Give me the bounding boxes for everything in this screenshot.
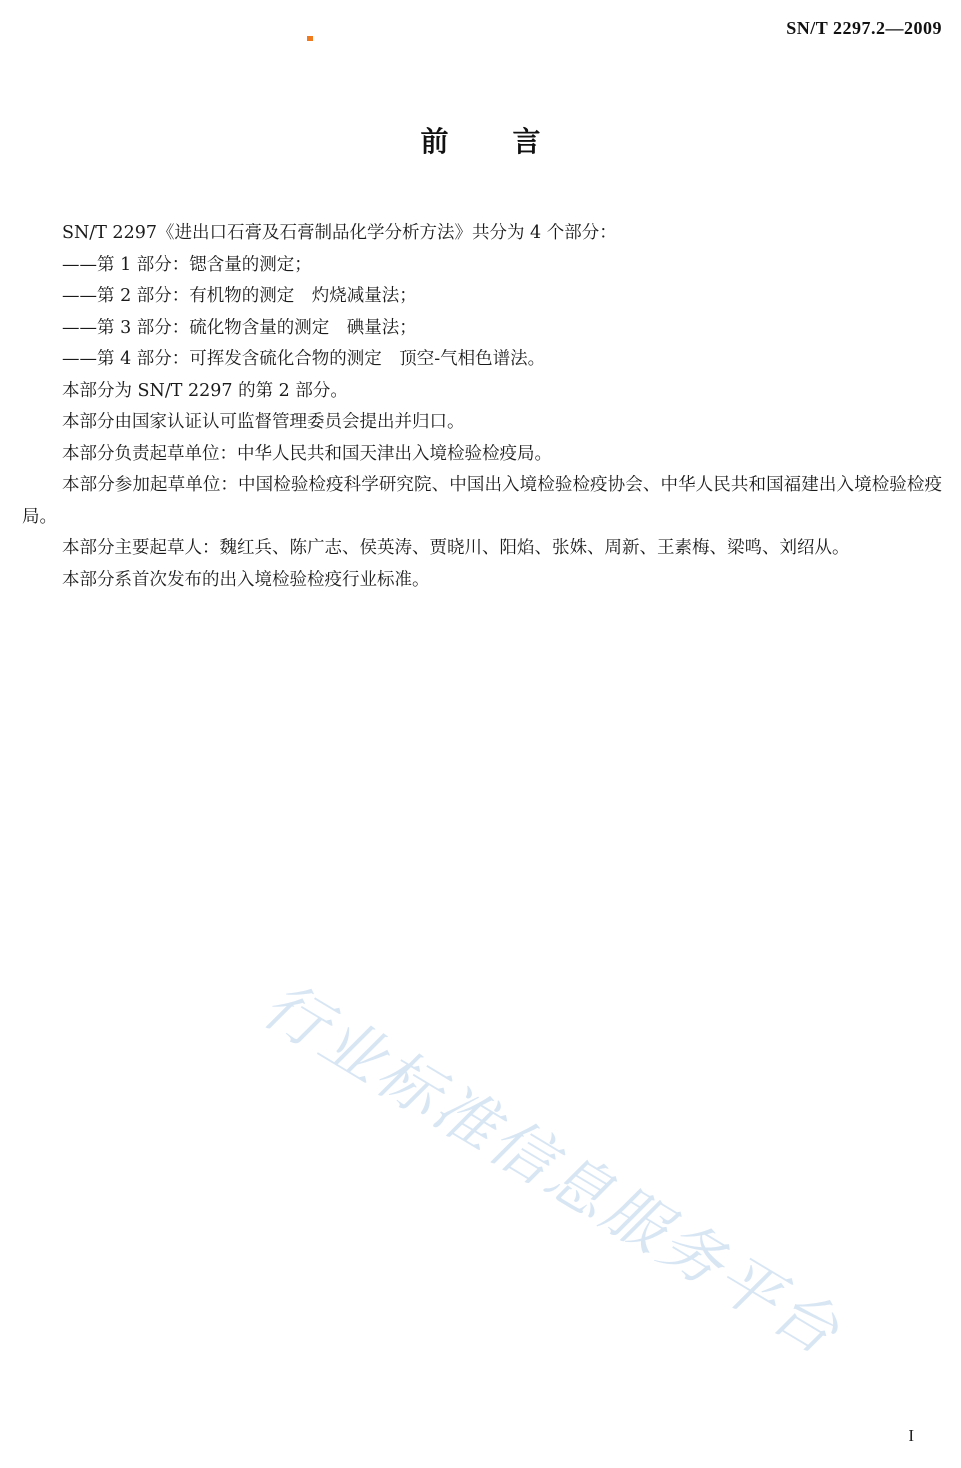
list-item-part-4: ——第 4 部分：可挥发含硫化合物的测定 顶空-气相色谱法。 xyxy=(62,349,546,369)
paragraph-main-drafters: 本部分主要起草人：魏红兵、陈广志、侯英涛、贾晓川、阳焰、张姝、周新、王素梅、梁鸣、刘绍从。 xyxy=(62,538,850,558)
paragraph-first-release: 本部分系首次发布的出入境检验检疫行业标准。 xyxy=(62,569,430,590)
foreword-body xyxy=(22,218,942,596)
standard-number: SN/T 2297.2—2009 xyxy=(786,18,942,38)
watermark: 行业标准信息服务平台 xyxy=(250,967,854,1371)
paragraph-proposer: 本部分由国家认证认可监督管理委员会提出并归口。 xyxy=(62,412,465,432)
page-title: 前言 xyxy=(420,125,605,158)
list-item-part-3: ——第 3 部分：硫化物含量的测定 碘量法； xyxy=(62,317,417,338)
list-item-part-2: ——第 2 部分：有机物的测定 灼烧减量法； xyxy=(62,286,417,306)
page-number: I xyxy=(908,1426,914,1445)
paragraph-part-statement: 本部分为 SN/T 2297 的第 2 部分。 xyxy=(62,380,348,401)
paragraph-responsible-drafter: 本部分负责起草单位：中华人民共和国天津出入境检验检疫局。 xyxy=(62,443,552,464)
orange-marker xyxy=(307,36,313,41)
paragraph-participating-drafters: 本部分参加起草单位：中国检验检疫科学研究院、中国出入境检验检疫协会、中华人民共和国福建出入境检验检疫局。 xyxy=(22,475,942,527)
list-item-part-1: ——第 1 部分：锶含量的测定； xyxy=(62,254,312,275)
paragraph-intro: SN/T 2297《进出口石膏及石膏制品化学分析方法》共分为 4 个部分： xyxy=(62,223,617,243)
